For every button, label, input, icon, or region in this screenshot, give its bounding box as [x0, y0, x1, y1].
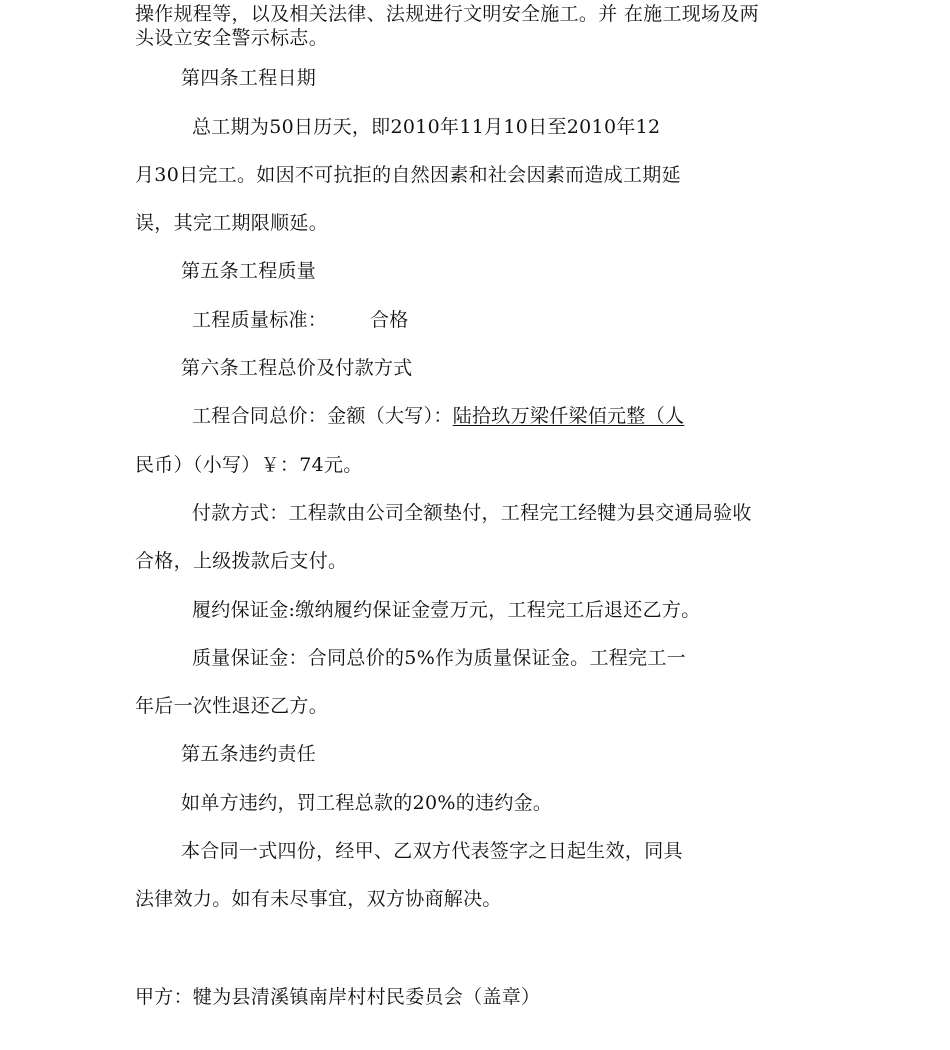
intro-line-1: 操作规程等，以及相关法律、法规进行文明安全施工。并 在施工现场及两 — [135, 3, 759, 25]
duration-line-1: 总工期为50日历天，即2010年11月10日至2010年12 — [192, 116, 661, 138]
closing-line-2: 法律效力。如有未尽事宜，双方协商解决。 — [135, 888, 502, 910]
quality-bond-line-2: 年后一次性退还乙方。 — [135, 695, 329, 717]
contract-total-line-2: 民币）（小写）￥：74元。 — [135, 454, 363, 476]
breach-penalty-text: 如单方违约，罚工程总款的20%的违约金。 — [181, 792, 553, 814]
duration-line-2: 月30日完工。如因不可抗拒的自然因素和社会因素而造成工期延 — [135, 164, 681, 186]
payment-method-line-2: 合格，上级拨款后支付。 — [135, 550, 348, 572]
quality-bond-line-1: 质量保证金：合同总价的5%作为质量保证金。工程完工一 — [192, 647, 686, 669]
performance-bond: 履约保证金:缴纳履约保证金壹万元，工程完工后退还乙方。 — [192, 599, 701, 621]
article-4-heading: 第四条工程日期 — [181, 67, 317, 89]
duration-line-3: 误，其完工期限顺延。 — [135, 212, 329, 234]
contract-total-amount-words: 陆拾玖万梁仟梁佰元整（人 — [452, 405, 685, 427]
closing-line-1: 本合同一式四份，经甲、乙双方代表签字之日起生效，同具 — [181, 840, 683, 862]
contract-total-prefix: 工程合同总价：金额（大写）： — [192, 405, 453, 427]
quality-standard-value: 合格 — [370, 309, 409, 331]
article-5-breach-heading: 第五条违约责任 — [181, 743, 317, 765]
intro-line-2: 头设立安全警示标志。 — [135, 27, 329, 49]
article-6-heading: 第六条工程总价及付款方式 — [181, 357, 413, 379]
article-5-quality-heading: 第五条工程质量 — [181, 260, 317, 282]
party-a-signature-line: 甲方：犍为县清溪镇南岸村村民委员会（盖章） — [135, 986, 541, 1008]
quality-standard-label: 工程质量标准： — [192, 309, 328, 331]
contract-total-line-1 — [192, 404, 684, 428]
payment-method-line-1: 付款方式：工程款由公司全额垫付，工程完工经犍为县交通局验收 — [192, 502, 752, 524]
